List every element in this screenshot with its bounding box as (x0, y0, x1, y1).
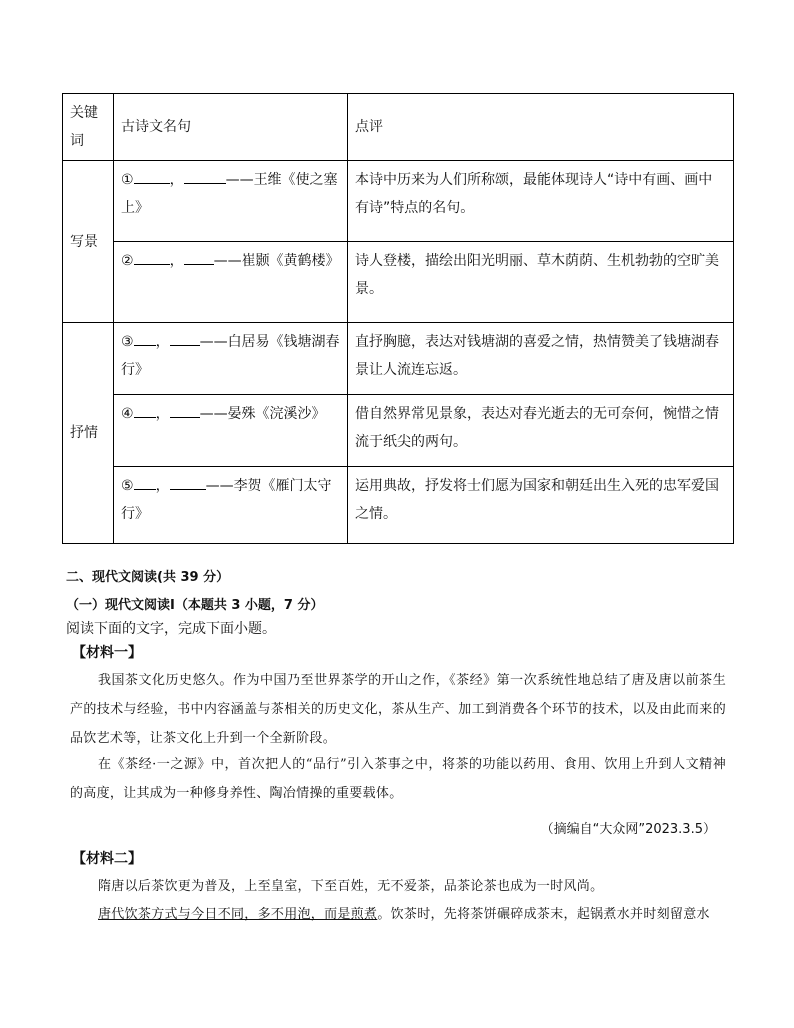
answer-blank[interactable] (170, 473, 206, 490)
answer-blank[interactable] (184, 248, 214, 265)
quote-cell-2: ② ， ——崔颢《黄鹤楼》 (114, 242, 348, 323)
poem-table (62, 93, 734, 544)
quote-cell-5: ⑤ ， ——李贺《雁门太守行》 (114, 467, 348, 544)
answer-blank[interactable] (134, 167, 170, 184)
table-row (63, 323, 734, 395)
keyword-scenery: 写景 (63, 161, 114, 323)
quote-cell-4: ④ ， ——晏殊《浣溪沙》 (114, 395, 348, 467)
comment-cell-5: 运用典故，抒发将士们愿为国家和朝廷出生入死的忠军爱国之情。 (348, 467, 734, 544)
comment-cell-4: 借自然界常见景象，表达对春光逝去的无可奈何，惋惜之情流于纸尖的两句。 (348, 395, 734, 467)
material1-paragraph-1: 我国茶文化历史悠久。作为中国乃至世界茶学的开山之作，《茶经》第一次系统性地总结了唐及唐以前茶生产的技术与经验，书中内容涵盖与茶相关的历史文化，茶从生产、加工到消费各个环节的技术，以及由此而来的品饮艺术等，让茶文化上升到一个全新阶段。 (70, 673, 726, 746)
instruction: 阅读下面的文字，完成下面小题。 (66, 621, 276, 637)
comment-cell-1: 本诗中历来为人们所称颂，最能体现诗人“诗中有画、画中有诗”特点的名句。 (348, 161, 734, 242)
answer-blank[interactable] (134, 401, 156, 418)
table-header-row (63, 94, 734, 161)
underlined-sentence: 唐代饮茶方式与今日不同，多不用泡，而是煎煮 (98, 907, 378, 922)
subsection-title: （一）现代文阅读Ⅰ（本题共 3 小题，7 分） (66, 598, 324, 613)
answer-blank[interactable] (170, 401, 200, 418)
answer-blank[interactable] (134, 248, 170, 265)
quote-cell-3: ③ ， ——白居易《钱塘湖春行》 (114, 323, 348, 395)
answer-blank[interactable] (134, 473, 156, 490)
comment-cell-3: 直抒胸臆，表达对钱塘湖的喜爱之情，热情赞美了钱塘湖春景让人流连忘返。 (348, 323, 734, 395)
quote-cell-1: ① ， ——王维《使之塞上》 (114, 161, 348, 242)
comment-cell-2: 诗人登楼，描绘出阳光明丽、草木荫荫、生机勃勃的空旷美景。 (348, 242, 734, 323)
material2-paragraph-2 (70, 900, 726, 929)
material2-paragraph-1: 隋唐以后茶饮更为普及，上至皇室，下至百姓，无不爱茶，品茶论茶也成为一时风尚。 (98, 879, 604, 894)
paragraph-rest: 。饮茶时，先将茶饼碾碎成茶末，起锅煮水并时刻留意水 (377, 907, 710, 922)
material1-paragraph-2: 在《茶经·一之源》中，首次把人的“品行”引入茶事之中，将茶的功能以药用、食用、饮用上升到人文精神的高度，让其成为一种修身养性、陶冶情操的重要载体。 (70, 757, 726, 801)
table-row (63, 395, 734, 467)
answer-blank[interactable] (184, 167, 226, 184)
header-quote: 古诗文名句 (114, 94, 348, 161)
section-title: 二、现代文阅读(共 39 分） (66, 570, 230, 585)
header-comment: 点评 (348, 94, 734, 161)
material1-source: （摘编自“大众网”2023.3.5） (540, 822, 716, 837)
material1-heading: 【材料一】 (72, 645, 142, 661)
material2-heading: 【材料二】 (72, 851, 142, 867)
answer-blank[interactable] (134, 329, 156, 346)
table-row (63, 467, 734, 544)
header-keyword: 关键词 (63, 94, 114, 161)
answer-blank[interactable] (170, 329, 200, 346)
table-row (63, 242, 734, 323)
table-row (63, 161, 734, 242)
keyword-emotion: 抒情 (63, 323, 114, 544)
